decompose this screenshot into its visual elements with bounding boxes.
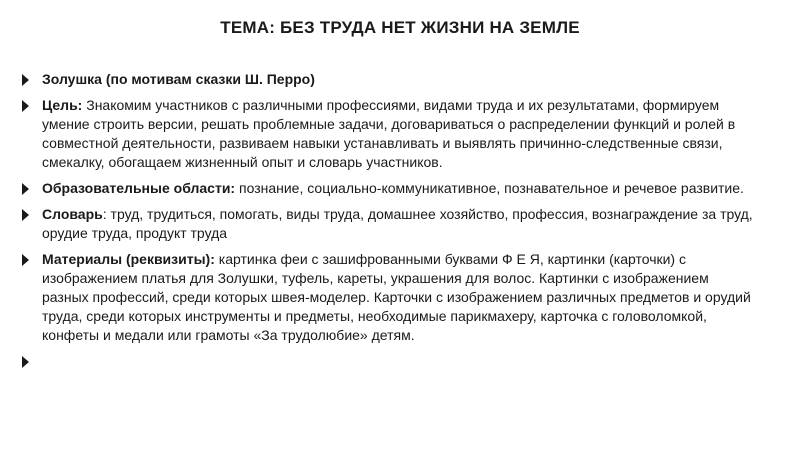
bullet-arrow-icon xyxy=(22,74,29,86)
item-text: : труд, трудиться, помогать, виды труда, домашнее хозяйство, профессия, вознаграждение за труд, орудие труда, продукт труда xyxy=(42,206,753,241)
bullet-list xyxy=(22,70,757,378)
slide-title: ТЕМА: БЕЗ ТРУДА НЕТ ЖИЗНИ НА ЗЕМЛЕ xyxy=(220,18,580,37)
bullet-arrow-icon xyxy=(22,100,29,112)
item-label: Золушка (по мотивам сказки Ш. Перро) xyxy=(42,71,315,87)
bullet-arrow-icon xyxy=(22,356,29,368)
item-text: картинка феи с зашифрованными буквами Ф Е Я, картинки (карточки) с изображением платья для Золушки, туфель, кареты, украшения для волос. Картинки с изображением разных профессий, среди которых швея-моделер. Карточки с изображением различных предметов и орудий труда, среди которых инструменты и предметы, необходимые парикмахеру, карточка с головоломкой, конфеты и медали или грамоты «За трудолюбие» детям. xyxy=(42,251,751,343)
item-label: Словарь xyxy=(42,206,103,222)
bullet-arrow-icon xyxy=(22,183,29,195)
list-item-vocabulary xyxy=(22,205,757,243)
item-label: Материалы (реквизиты): xyxy=(42,251,215,267)
list-item-areas xyxy=(22,179,757,198)
list-item-cinderella xyxy=(22,70,757,89)
item-text: Знакомим участников с различными профессиями, видами труда и их результатами, формируем умение строить версии, решать проблемные задачи, договариваться о распределении функций и ролей в совместной деятельности, развиваем навыки устанавливать и выявлять причинно-следственные связи, смекалку, обогащаем жизненный опыт и словарь участников. xyxy=(42,97,736,170)
list-item-empty xyxy=(22,352,757,371)
list-item-materials xyxy=(22,250,757,345)
item-label: Цель: xyxy=(42,97,83,113)
bullet-arrow-icon xyxy=(22,254,29,266)
item-label: Образовательные области: xyxy=(42,180,236,196)
list-item-goal xyxy=(22,96,757,172)
item-text: познание, социально-коммуникативное, познавательное и речевое развитие. xyxy=(235,180,744,196)
bullet-arrow-icon xyxy=(22,209,29,221)
